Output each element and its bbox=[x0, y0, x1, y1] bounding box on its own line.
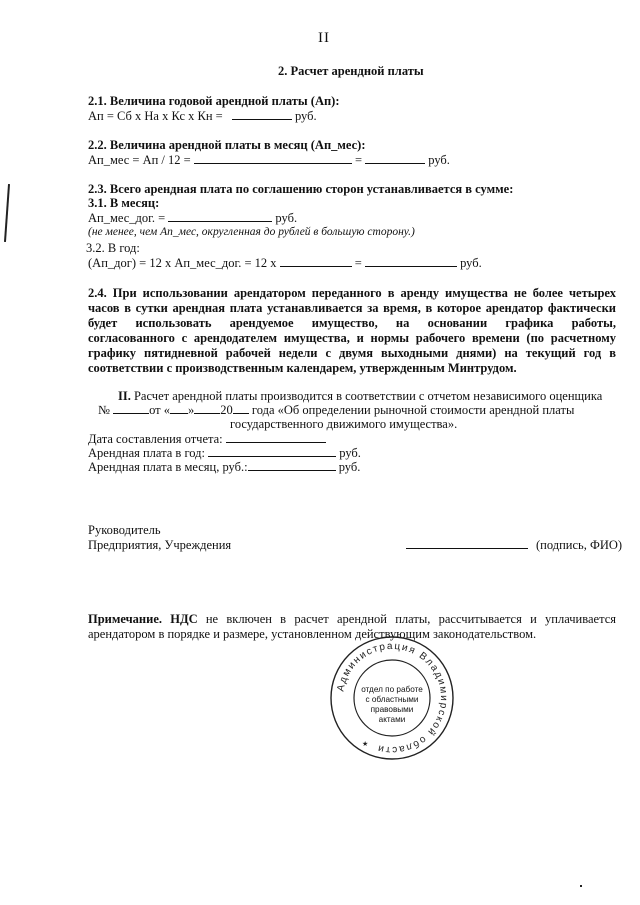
s23-sub2-unit: руб. bbox=[460, 256, 482, 270]
sII-year-unit: руб. bbox=[339, 446, 361, 460]
s21-unit: руб. bbox=[294, 109, 317, 123]
s24-line-2: часов в сутки арендная плата устанавливается за время, в которое арендатор фактически bbox=[88, 301, 616, 315]
s23-sub1-label: 3.1. В месяц: bbox=[88, 196, 160, 210]
s21-formula: Ап = Сб х На х Кс х Кн = bbox=[88, 109, 223, 123]
section-title: 2. Расчет арендной платы bbox=[278, 64, 424, 78]
s22-unit: руб. bbox=[428, 153, 450, 167]
s23-note: (не менее, чем Ап_мес, округленная до рублей в большую сторону.) bbox=[88, 226, 415, 238]
note-line-1 bbox=[88, 611, 616, 627]
s23-sub2-eq: = bbox=[354, 256, 362, 270]
s22-eq: = bbox=[354, 153, 363, 167]
s21-blank[interactable] bbox=[232, 108, 292, 120]
sII-year-amount-blank[interactable] bbox=[208, 445, 336, 457]
s24-line-5: графику пятидневной рабочей недели с двумя выходными днями) на текущий год в bbox=[88, 346, 616, 360]
sII-month-unit: руб. bbox=[338, 460, 361, 474]
scan-dot-bottom bbox=[580, 885, 582, 887]
s23-sub2-blank-2[interactable] bbox=[365, 255, 457, 267]
sII-q: » bbox=[188, 403, 195, 417]
page-number: II bbox=[318, 30, 330, 46]
note-line-2: арендатором в порядке и размере, установленном действующим законодательством. bbox=[88, 627, 537, 641]
s21-formula-line bbox=[88, 108, 317, 124]
sII-ot: от « bbox=[149, 403, 170, 417]
sII-line-2-rest: года «Об определении рыночной стоимости арендной платы bbox=[248, 403, 575, 417]
stamp-center-l2: с областными bbox=[365, 695, 419, 704]
s22-blank-2[interactable] bbox=[365, 152, 425, 164]
scan-mark-left bbox=[4, 184, 10, 242]
sII-year-label: Арендная плата в год: bbox=[88, 446, 205, 460]
sII-month-blank[interactable] bbox=[194, 402, 220, 414]
stamp-star-icon: ★ bbox=[362, 741, 369, 748]
s22-formula-line bbox=[88, 152, 450, 168]
s23-sub1-blank[interactable] bbox=[168, 210, 272, 222]
s23-sub2-blank-1[interactable] bbox=[280, 255, 352, 267]
s23-heading: 2.3. Всего арендная плата по соглашению сторон устанавливается в сумме: bbox=[88, 182, 514, 196]
official-stamp bbox=[328, 634, 456, 762]
s24-line-4: согласованного с арендодателем имущества, и нормы рабочего времени (по расчетному bbox=[88, 331, 616, 345]
sII-date-label: Дата составления отчета: bbox=[88, 432, 223, 446]
stamp-ring-text: Администрация Владимирской области bbox=[335, 640, 450, 756]
s23-sub2-formula: (Ап_дог) = 12 х Ап_мес_дог. = 12 х bbox=[88, 256, 277, 270]
s23-sub1-unit: руб. bbox=[275, 211, 298, 225]
s24-line-6: соответствии с производственным календарем, утвержденным Минтрудом. bbox=[88, 361, 517, 375]
note-line-1-text: не включен в расчет арендной платы, рассчитывается и уплачивается bbox=[197, 612, 616, 626]
s22-blank-1[interactable] bbox=[194, 152, 352, 164]
s23-sub2-line bbox=[88, 255, 482, 271]
s23-sub1-line bbox=[88, 210, 297, 226]
sII-report-number-blank[interactable] bbox=[113, 402, 149, 414]
sII-line-1-text: Расчет арендной платы производится в соответствии с отчетом независимого оценщика bbox=[130, 389, 603, 403]
sII-year-blank[interactable] bbox=[233, 402, 249, 414]
signature-line-1: Руководитель bbox=[88, 523, 161, 537]
signature-line-2: Предприятия, Учреждения bbox=[88, 538, 232, 552]
stamp-center-l3: правовыми bbox=[370, 705, 414, 714]
s22-formula: Ап_мес = Ап / 12 = bbox=[88, 153, 191, 167]
s21-heading: 2.1. Величина годовой арендной платы (Ап): bbox=[88, 94, 340, 108]
signature-blank[interactable] bbox=[406, 548, 528, 549]
sII-20: 20 bbox=[220, 403, 233, 417]
s24-line-3: будет использовать арендуемое имущество, на основании графика работы, bbox=[88, 316, 616, 330]
stamp-graphic bbox=[328, 634, 456, 762]
s23-sub1-formula: Ап_мес_дог. = bbox=[88, 211, 166, 225]
sII-no: № bbox=[98, 403, 110, 417]
note-label: Примечание. НДС bbox=[88, 612, 198, 626]
stamp-center-l4: актами bbox=[378, 715, 406, 724]
sII-month-line bbox=[88, 459, 360, 475]
stamp-center-l1: отдел по работе bbox=[361, 685, 423, 694]
sII-date-blank[interactable] bbox=[226, 431, 326, 443]
sII-month-label: Арендная плата в месяц, руб.: bbox=[88, 460, 248, 474]
signature-caption: (подпись, ФИО) bbox=[536, 538, 623, 552]
s23-sub2-label: 3.2. В год: bbox=[86, 241, 140, 255]
sII-month-amount-blank[interactable] bbox=[248, 459, 336, 471]
s22-heading: 2.2. Величина арендной платы в месяц (Ап_мес): bbox=[88, 138, 366, 152]
sII-day-blank[interactable] bbox=[170, 402, 188, 414]
sII-line-3: государственного движимого имущества». bbox=[230, 417, 458, 431]
sII-prefix: II. bbox=[118, 389, 131, 403]
s24-line-1: 2.4. При использовании арендатором переданного в аренду имущества не более четырех bbox=[88, 286, 616, 300]
